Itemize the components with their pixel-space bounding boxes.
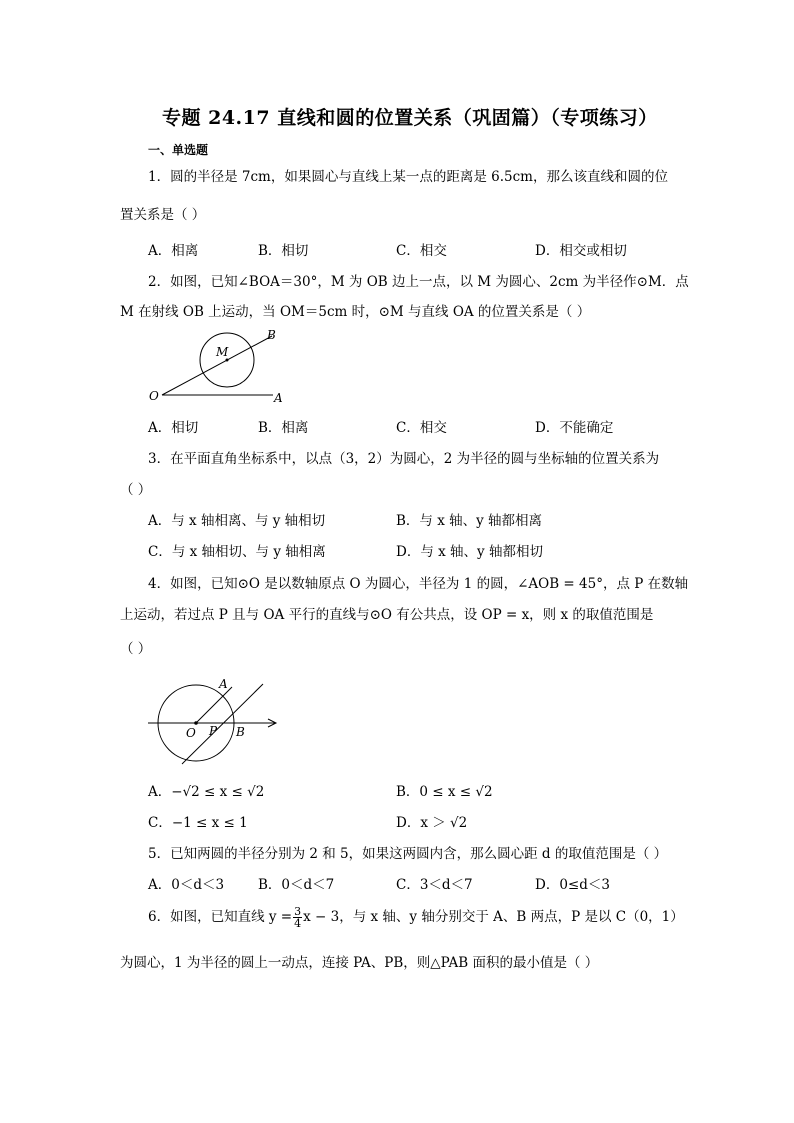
- q2-label-o: O: [149, 389, 159, 403]
- q6-fraction: [293, 906, 302, 929]
- q5-option-a: A．0＜d＜3: [148, 877, 225, 893]
- q2-figure: [140, 322, 300, 408]
- q2-option-b: B．相离: [258, 420, 309, 436]
- q3-stem-line2: （ ）: [120, 482, 152, 498]
- q4-stem-line3: （ ）: [120, 641, 152, 657]
- q3-option-c: C．与 x 轴相切、与 y 轴相离: [148, 544, 326, 560]
- q6-stem-post: x − 3，与 x 轴、y 轴分别交于 A、B 两点，P 是以 C（0，1）: [303, 909, 684, 925]
- q1-option-c: C．相交: [396, 243, 447, 259]
- q1-option-a: A．相离: [148, 243, 199, 259]
- q4-option-c: C．−1 ≤ x ≤ 1: [148, 815, 248, 831]
- q4-figure: [140, 672, 290, 772]
- q4-option-a: A．−√2 ≤ x ≤ √2: [148, 784, 265, 800]
- q4-label-o: O: [186, 726, 196, 740]
- q6-stem-pre: 6．如图，已知直线 y =: [148, 909, 293, 925]
- q1-option-b: B．相切: [258, 243, 309, 259]
- q2-stem-line1: 2．如图，已知∠BOA＝30°，M 为 OB 边上一点，以 M 为圆心、2cm 为半径作⊙M．点: [148, 274, 689, 290]
- q5-option-b: B．0＜d＜7: [258, 877, 335, 893]
- q6-fraction-denominator: 4: [294, 917, 302, 930]
- q1-stem-line2: 置关系是（ ）: [120, 207, 206, 223]
- q4-option-d: D．x ＞ √2: [396, 815, 468, 831]
- q4-label-a: A: [219, 677, 228, 691]
- q4-stem-line1: 4．如图，已知⊙O 是以数轴原点 O 为圆心，半径为 1 的圆，∠AOB = 45°，点 P 在数轴: [148, 576, 689, 592]
- page-title: 专题 24.17 直线和圆的位置关系（巩固篇）（专项练习）: [162, 107, 658, 129]
- q4-stem-line2: 上运动，若过点 P 且与 OA 平行的直线与⊙O 有公共点，设 OP = x，则 x 的取值范围是: [120, 607, 654, 623]
- q3-option-d: D．与 x 轴、y 轴都相切: [396, 544, 543, 560]
- q4-option-b: B．0 ≤ x ≤ √2: [396, 784, 493, 800]
- q2-stem-line2: M 在射线 OB 上运动，当 OM＝5cm 时，⊙M 与直线 OA 的位置关系是（ ）: [120, 304, 591, 320]
- q2-label-m: M: [216, 345, 229, 359]
- q6-stem-line2: 为圆心，1 为半径的圆上一动点，连接 PA、PB，则△PAB 面积的最小值是（ ）: [120, 955, 599, 971]
- q6-stem-line1: [148, 905, 684, 929]
- q5-stem-line1: 5．已知两圆的半径分别为 2 和 5，如果这两圆内含，那么圆心距 d 的取值范围是（ ）: [148, 846, 668, 862]
- q4-segment-oa: [196, 687, 232, 723]
- q6-fraction-numerator: 3: [294, 905, 302, 918]
- section-heading: 一、单选题: [148, 143, 209, 157]
- q3-stem-line1: 3．在平面直角坐标系中，以点（3，2）为圆心，2 为半径的圆与坐标轴的位置关系为: [148, 451, 660, 467]
- q2-option-c: C．相交: [396, 420, 447, 436]
- q5-option-d: D．0≤d＜3: [535, 877, 610, 893]
- q2-option-a: A．相切: [148, 420, 199, 436]
- q2-option-d: D．不能确定: [535, 420, 614, 436]
- q3-option-a: A．与 x 轴相离、与 y 轴相切: [148, 513, 326, 529]
- q2-label-a: A: [274, 391, 283, 405]
- q4-label-p: P: [209, 724, 218, 738]
- q2-label-b: B: [267, 328, 276, 342]
- q3-option-b: B．与 x 轴、y 轴都相离: [396, 513, 543, 529]
- q4-label-b: B: [236, 725, 245, 739]
- q1-option-d: D．相交或相切: [535, 243, 627, 259]
- q5-option-c: C．3＜d＜7: [396, 877, 473, 893]
- q1-stem-line1: 1．圆的半径是 7cm，如果圆心与直线上某一点的距离是 6.5cm，那么该直线和圆的位: [148, 169, 668, 185]
